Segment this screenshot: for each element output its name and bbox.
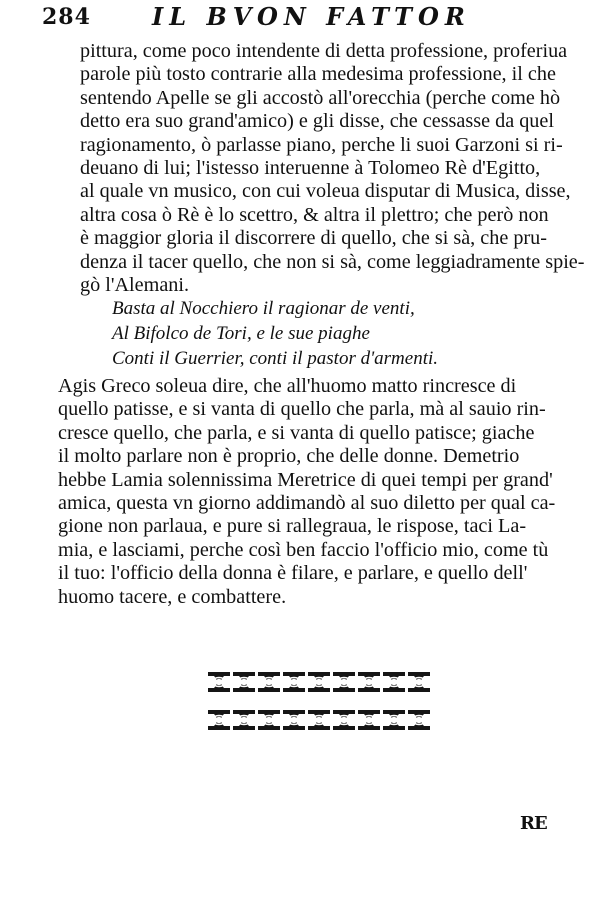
verse-line: Basta al Nocchiero il ragionar de venti, — [112, 298, 415, 319]
text-line: detto era suo grand'amico) e gli disse, che cessasse da quel — [80, 110, 554, 133]
text-line: al quale vn musico, con cui voleua disputar di Musica, disse, — [80, 180, 571, 203]
text-line: deuano di lui; l'istesso interuenne à Tolomeo Rè d'Egitto, — [80, 157, 541, 180]
verse-line: Conti il Guerrier, conti il pastor d'armenti. — [112, 348, 439, 369]
text-line: quello patisse, e si vanta di quello che parla, mà al sauio rin- — [58, 398, 546, 421]
text-line: è maggior gloria il discorrere di quello, che si sà, che pru- — [80, 227, 547, 250]
text-line: pittura, come poco intendente di detta professione, proferiua — [80, 40, 568, 62]
page-number: 284 — [42, 4, 91, 30]
text-line: sentendo Apelle se gli accostò all'orecchia (perche come hò — [80, 86, 561, 109]
paragraph-1 — [80, 40, 584, 297]
text-line: hebbe Lamia solennissima Meretrice di quei tempi per grand' — [58, 468, 553, 491]
text-line: cresce quello, che parla, e si vanta di quello patisce; giache — [58, 421, 535, 444]
text-line: denza il tacer quello, che non si sà, come leggiadramente spie- — [80, 250, 585, 273]
text-line: parole più tosto contrarie alla medesima professione, il che — [80, 63, 556, 86]
running-head: IL BVON FATTOR — [152, 2, 471, 31]
text-line: huomo tacere, e combattere. — [58, 585, 287, 608]
paragraph-2 — [58, 375, 555, 609]
verse-quotation — [112, 296, 438, 371]
text-line: amica, questa vn giorno addimandò al suo diletto per qual ca- — [58, 492, 556, 515]
page-header — [42, 4, 482, 38]
text-line: il tuo: l'officio della donna è filare, e parlare, e quello dell' — [58, 562, 528, 585]
text-line: gione non parlaua, e pure si rallegraua, le rispose, taci La- — [58, 515, 527, 538]
text-line: gò l'Alemani. — [80, 274, 190, 297]
printers-ornament-icon — [206, 664, 432, 738]
verse-line: Al Bifolco de Tori, e le sue piaghe — [112, 323, 370, 344]
text-line: mia, e lasciami, perche così ben faccio l'officio mio, come tù — [58, 538, 549, 561]
text-line: Agis Greco soleua dire, che all'huomo matto rincresce di — [58, 375, 517, 397]
catchword: RE — [520, 813, 547, 834]
text-line: altra cosa ò Rè è lo scettro, & altra il plettro; che però non — [80, 203, 549, 226]
text-line: ragionamento, ò parlasse piano, perche li suoi Garzoni si ri- — [80, 133, 563, 156]
text-line: il molto parlare non è proprio, che delle donne. Demetrio — [58, 445, 520, 468]
